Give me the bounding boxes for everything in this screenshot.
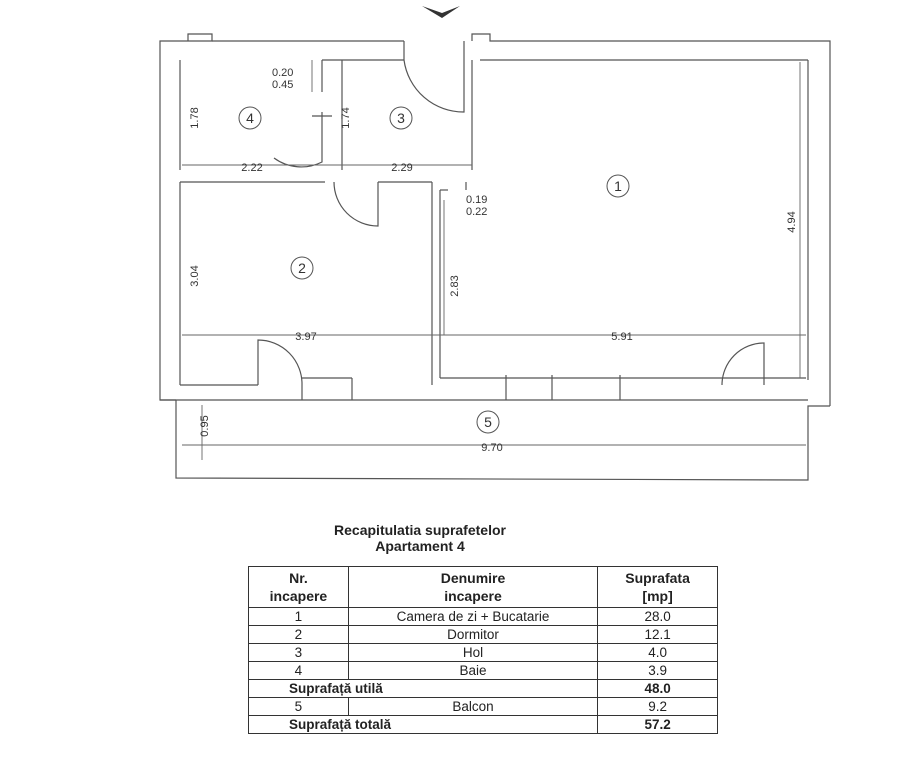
row-nr: 3 [249, 644, 349, 662]
row-nr: 5 [249, 698, 349, 716]
dim-living-width: 5.91 [611, 331, 633, 343]
header-area-line1: Suprafata [625, 570, 690, 586]
table-header [249, 567, 718, 608]
useful-area-row [249, 680, 718, 698]
header-nr-line1: Nr. [289, 570, 308, 586]
row-area: 9.2 [598, 698, 718, 716]
row-area: 12.1 [598, 626, 718, 644]
entrance-arrow-icon [422, 6, 460, 18]
dim-wall-b: 0.45 [272, 79, 294, 91]
dim-total-width: 9.70 [481, 442, 503, 454]
header-area-line2: [mp] [642, 588, 673, 604]
bathroom-door [274, 112, 322, 167]
balcony-outline [176, 400, 830, 480]
row-name: Camera de zi + Bucatarie [348, 608, 597, 626]
room-number-5: 5 [484, 414, 492, 430]
header-name [348, 567, 597, 608]
recap-title [0, 522, 904, 554]
dim-wall-d: 0.22 [466, 206, 488, 218]
useful-area-value: 48.0 [598, 680, 718, 698]
dim-living-inner-height: 2.83 [449, 275, 461, 297]
table-row [249, 626, 718, 644]
dim-wall-c: 0.19 [466, 194, 488, 206]
total-area-value: 57.2 [598, 716, 718, 734]
recap-title-line2: Apartament 4 [375, 538, 465, 554]
row-name: Baie [348, 662, 597, 680]
recap-title-line1: Recapitulatia suprafetelor [334, 522, 506, 538]
outer-wall-top-right [472, 34, 830, 406]
row-name: Balcon [348, 698, 597, 716]
room-number-2: 2 [298, 260, 306, 276]
row-nr: 2 [249, 626, 349, 644]
header-area [598, 567, 718, 608]
room-number-1: 1 [614, 178, 622, 194]
row-nr: 1 [249, 608, 349, 626]
table-row [249, 608, 718, 626]
table-row [249, 644, 718, 662]
dim-bath-height: 1.78 [189, 107, 201, 129]
row-name: Dormitor [348, 626, 597, 644]
row-nr: 4 [249, 662, 349, 680]
total-area-row [249, 716, 718, 734]
header-name-line2: incapere [444, 588, 502, 604]
useful-area-label: Suprafață utilă [249, 680, 598, 698]
row-area: 28.0 [598, 608, 718, 626]
bedroom-balcony-door [258, 340, 302, 400]
row-area: 4.0 [598, 644, 718, 662]
room-number-4: 4 [246, 110, 254, 126]
table-row [249, 698, 718, 716]
header-nr [249, 567, 349, 608]
dim-balcony-depth: 0.95 [199, 415, 211, 437]
header-nr-line2: incapere [269, 588, 328, 604]
bedroom-door [334, 182, 378, 226]
outer-wall-left [160, 34, 212, 400]
header-name-line1: Denumire [440, 570, 506, 586]
dim-hall-width: 2.29 [391, 162, 413, 174]
table-row [249, 662, 718, 680]
dim-living-height: 4.94 [786, 211, 798, 233]
row-name: Hol [348, 644, 597, 662]
room-number-3: 3 [397, 110, 405, 126]
area-summary-table [248, 566, 718, 734]
total-area-label: Suprafață totală [249, 716, 598, 734]
row-area: 3.9 [598, 662, 718, 680]
entrance-door [404, 41, 464, 112]
dim-bed-height: 3.04 [189, 265, 201, 287]
dim-bed-width: 3.97 [295, 331, 317, 343]
dim-hall-height: 1.74 [340, 107, 352, 129]
living-balcony-door [722, 343, 764, 385]
dim-bath-width: 2.22 [241, 162, 263, 174]
dim-wall-a: 0.20 [272, 67, 294, 79]
